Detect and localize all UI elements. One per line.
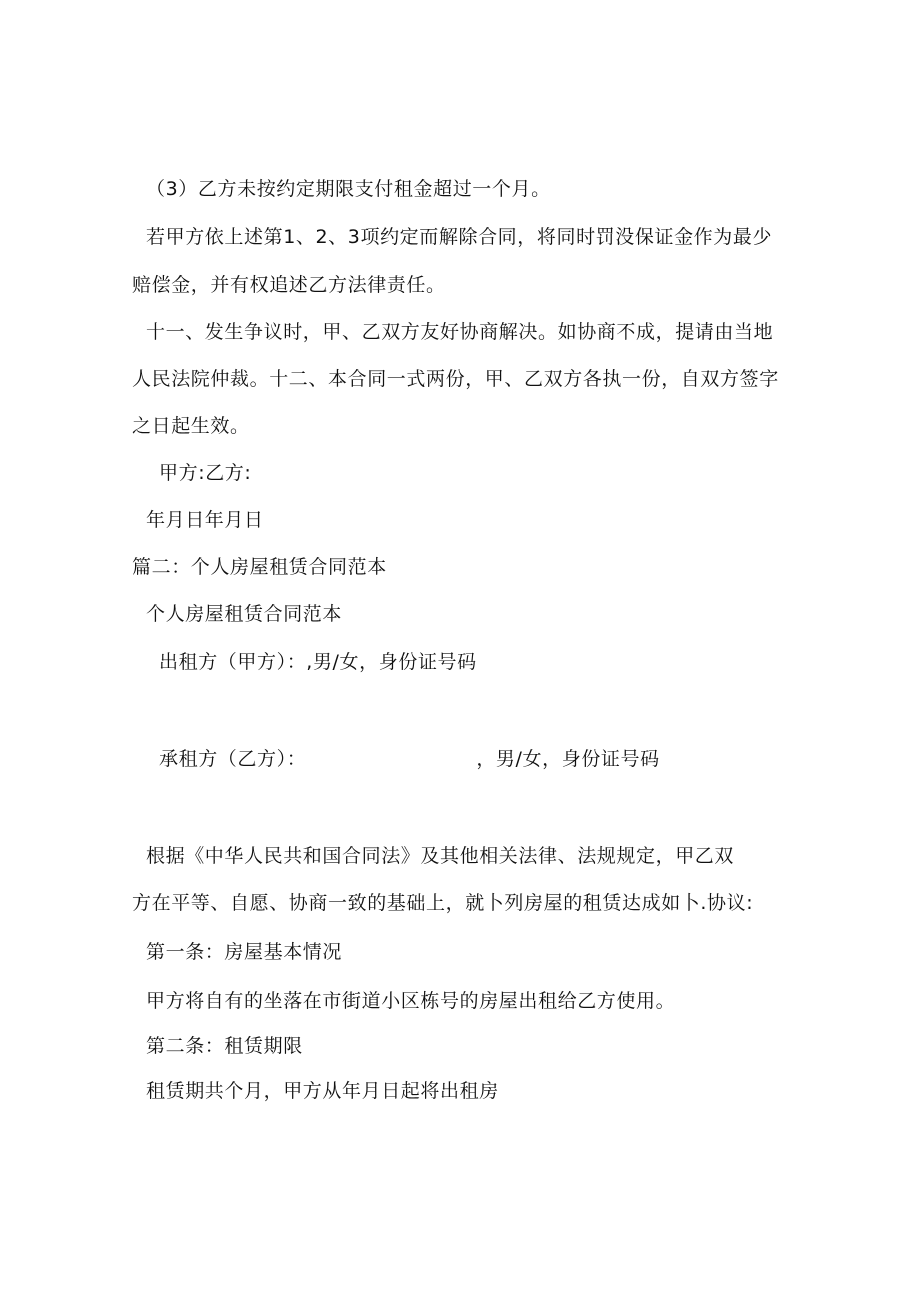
article-one-body: 甲方将自有的坐落在市街道小区栋号的房屋出租给乙方使用。 — [146, 990, 676, 1012]
lessee-label: 承租方（乙方）： — [159, 748, 307, 770]
basis-line-2: 方在平等、自愿、协商一致的基础上，就卜列房屋的租赁达成如卜.协议: — [132, 892, 754, 914]
contract-title: 个人房屋租赁合同范本 — [146, 603, 343, 625]
paragraph-termination-line-1: 若甲方依上述第1、2、3项约定而解除合同，将同时罚没保证金作为最少 — [146, 226, 773, 248]
paragraph-termination-line-2: 赔偿金，并有权追述乙方法律责任。 — [132, 274, 446, 296]
section-two-heading: 篇二：个人房屋租赁合同范本 — [132, 556, 387, 578]
clause-line-3: （3）乙方未按约定期限支付租金超过一个月。 — [146, 178, 551, 200]
lessee-line — [159, 746, 660, 772]
article-two-body: 租赁期共个月，甲方从年月日起将出租房 — [146, 1080, 499, 1102]
basis-line-1: 根据《中华人民共和国合同法》及其他相关法律、法规规定，甲乙双 — [146, 845, 735, 867]
lessor-line: 出租方（甲方）：,男/女，身份证号码 — [159, 651, 477, 673]
article-one-heading: 第一条：房屋基本情况 — [146, 941, 343, 963]
clause-eleven-line-1: 十一、发生争议时，甲、乙双方友好协商解决。如协商不成，提请由当地 — [146, 321, 774, 343]
clause-eleven-line-3: 之日起生效。 — [132, 415, 250, 437]
clause-eleven-line-2: 人民法院仲裁。十二、本合同一式两份，甲、乙双方各执一份，自双方签字 — [132, 368, 779, 390]
lessee-id-label: ，男/女，身份证号码 — [476, 748, 660, 770]
article-two-heading: 第二条：租赁期限 — [146, 1035, 303, 1057]
signature-parties: 甲方:乙方: — [159, 462, 252, 484]
signature-dates: 年月日年月日 — [146, 509, 264, 531]
